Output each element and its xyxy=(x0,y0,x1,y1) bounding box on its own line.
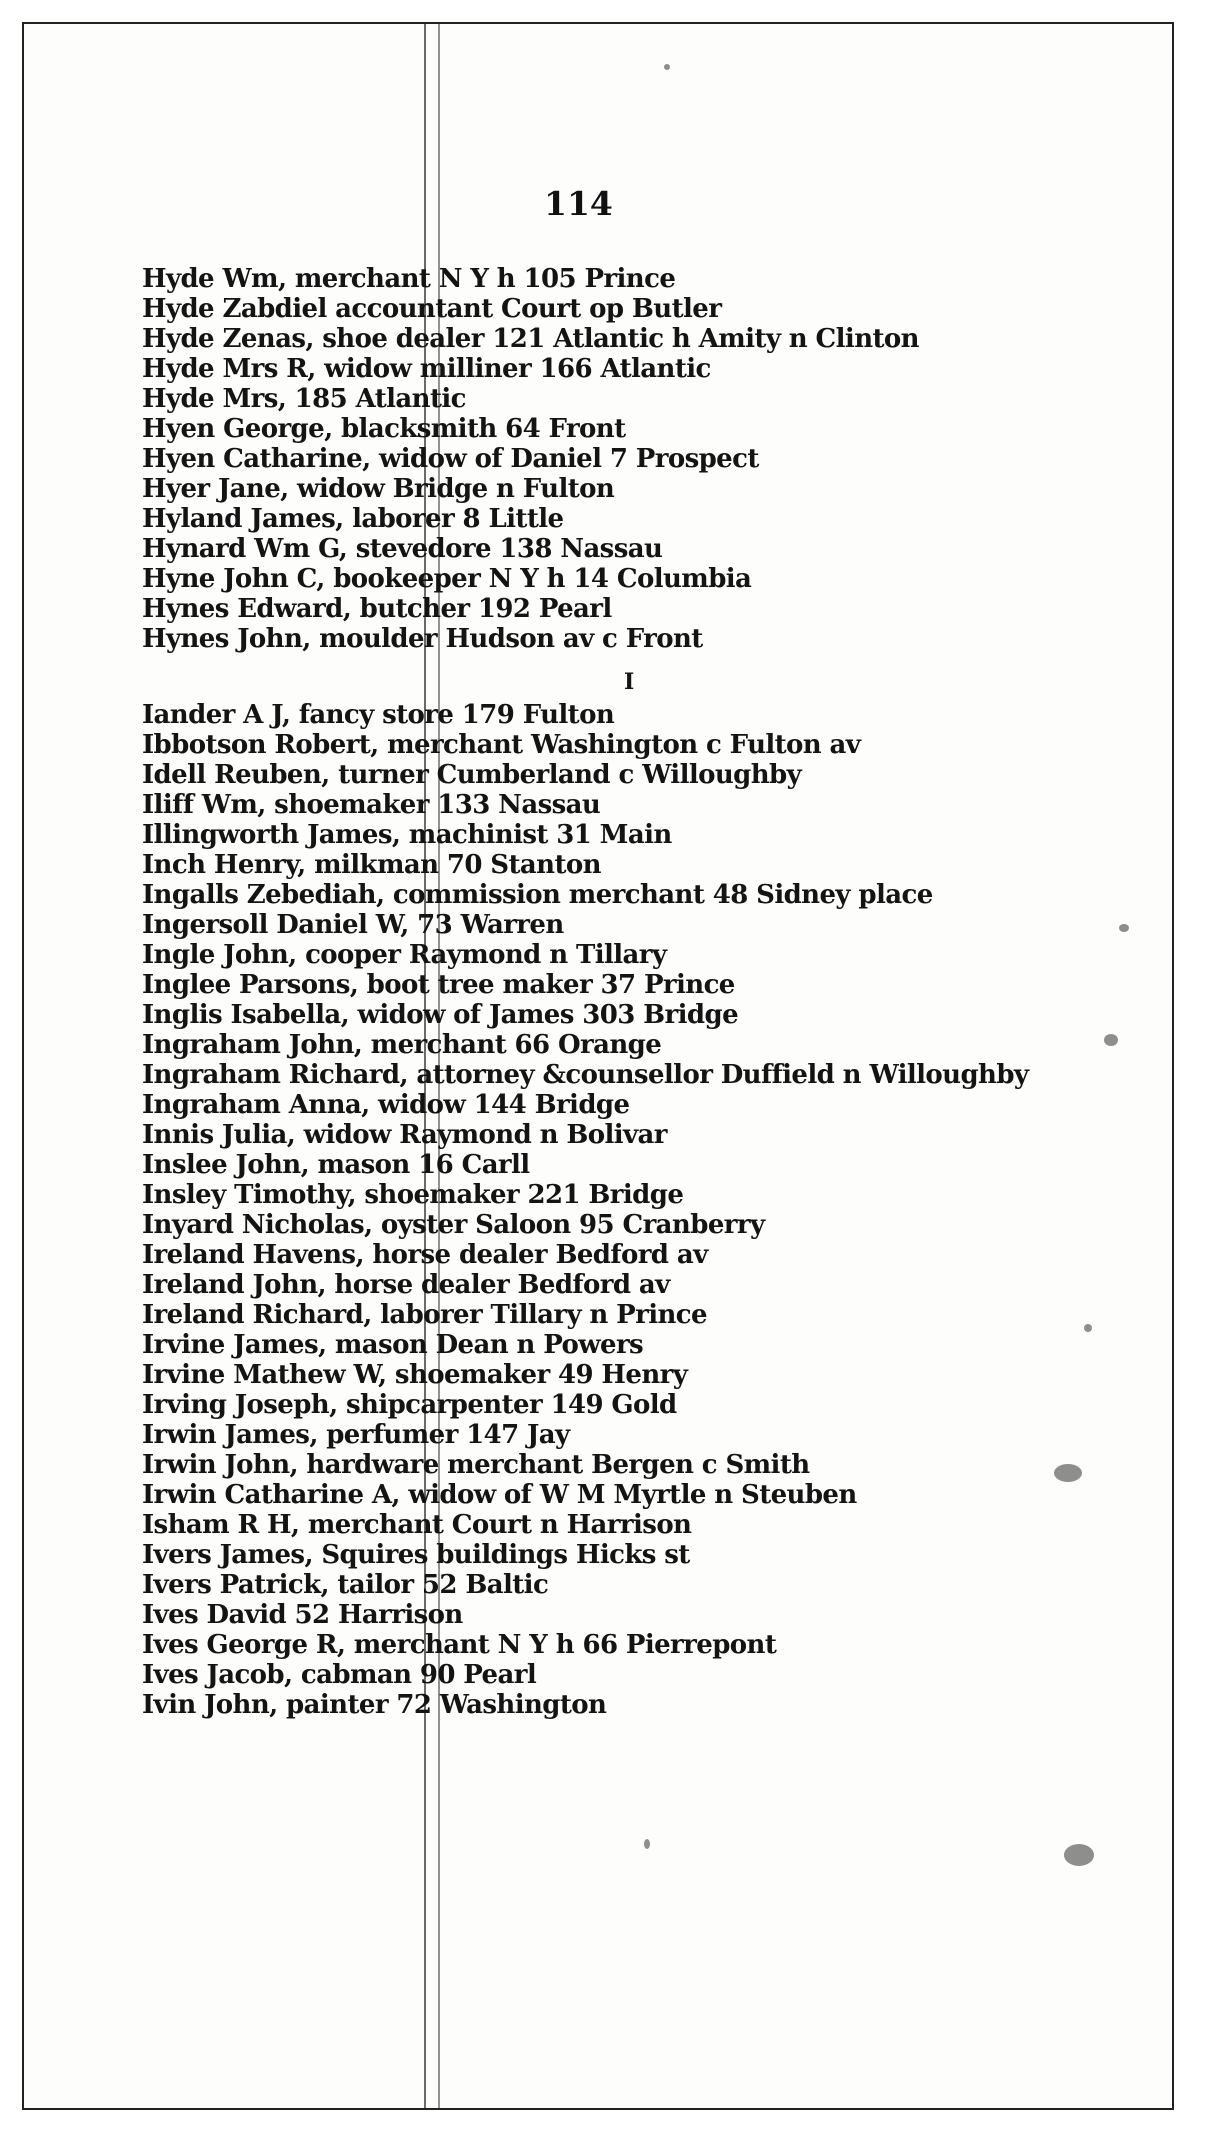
directory-entry: Insley Timothy, shoemaker 221 Bridge xyxy=(142,1180,684,1210)
scan-speck xyxy=(1054,1464,1082,1482)
directory-entry: Hyde Zenas, shoe dealer 121 Atlantic h Amity n Clinton xyxy=(142,324,919,354)
directory-entry: Hyde Mrs, 185 Atlantic xyxy=(142,384,466,414)
directory-entry: Inglee Parsons, boot tree maker 37 Prince xyxy=(142,970,735,1000)
scan-speck xyxy=(1104,1034,1118,1046)
directory-entry: Irving Joseph, shipcarpenter 149 Gold xyxy=(142,1390,677,1420)
scan-speck xyxy=(1064,1844,1094,1866)
directory-entry: Ireland Havens, horse dealer Bedford av xyxy=(142,1240,708,1270)
directory-entry: Irvine Mathew W, shoemaker 49 Henry xyxy=(142,1360,688,1390)
directory-entry: Ivers James, Squires buildings Hicks st xyxy=(142,1540,690,1570)
directory-entry: Irwin Catharine A, widow of W M Myrtle n Steuben xyxy=(142,1480,857,1510)
directory-entry: Ingersoll Daniel W, 73 Warren xyxy=(142,910,564,940)
directory-entry: Hyer Jane, widow Bridge n Fulton xyxy=(142,474,615,504)
directory-entry: Ives David 52 Harrison xyxy=(142,1600,463,1630)
directory-entry: Iander A J, fancy store 179 Fulton xyxy=(142,700,615,730)
scan-speck xyxy=(1084,1324,1092,1332)
directory-entry: Isham R H, merchant Court n Harrison xyxy=(142,1510,692,1540)
directory-entry: Inglis Isabella, widow of James 303 Bridge xyxy=(142,1000,739,1030)
directory-entry: Hynes Edward, butcher 192 Pearl xyxy=(142,594,612,624)
directory-entry: Inslee John, mason 16 Carll xyxy=(142,1150,530,1180)
directory-entry: Hyen George, blacksmith 64 Front xyxy=(142,414,626,444)
directory-entry: Hyde Mrs R, widow milliner 166 Atlantic xyxy=(142,354,711,384)
directory-entry: Hyland James, laborer 8 Little xyxy=(142,504,564,534)
section-letter-heading: I xyxy=(624,669,634,695)
directory-entry: Ingraham John, merchant 66 Orange xyxy=(142,1030,662,1060)
directory-entry: Hyne John C, bookeeper N Y h 14 Columbia xyxy=(142,564,752,594)
directory-entry: Inyard Nicholas, oyster Saloon 95 Cranberry xyxy=(142,1210,765,1240)
directory-entry: Ingraham Richard, attorney &counsellor Duffield n Willoughby xyxy=(142,1060,1029,1090)
directory-entry: Inch Henry, milkman 70 Stanton xyxy=(142,850,601,880)
directory-entry: Hyde Wm, merchant N Y h 105 Prince xyxy=(142,264,676,294)
directory-entry: Ibbotson Robert, merchant Washington c Fulton av xyxy=(142,730,861,760)
directory-entry: Hynes John, moulder Hudson av c Front xyxy=(142,624,703,654)
directory-entry: Ingle John, cooper Raymond n Tillary xyxy=(142,940,667,970)
directory-entry: Ives George R, merchant N Y h 66 Pierrepont xyxy=(142,1630,777,1660)
directory-entry: Ivers Patrick, tailor 52 Baltic xyxy=(142,1570,549,1600)
scan-speck xyxy=(1119,924,1129,932)
directory-entry: Ireland Richard, laborer Tillary n Prince xyxy=(142,1300,707,1330)
directory-entry: Illingworth James, machinist 31 Main xyxy=(142,820,672,850)
directory-entry: Idell Reuben, turner Cumberland c Willoughby xyxy=(142,760,802,790)
directory-entry: Ingalls Zebediah, commission merchant 48 Sidney place xyxy=(142,880,933,910)
directory-entry: Hyen Catharine, widow of Daniel 7 Prospect xyxy=(142,444,759,474)
scan-speck xyxy=(644,1839,650,1849)
section-i-list xyxy=(142,700,1152,1720)
directory-entry: Ingraham Anna, widow 144 Bridge xyxy=(142,1090,630,1120)
directory-page xyxy=(22,22,1174,2110)
directory-entry: Ivin John, painter 72 Washington xyxy=(142,1690,607,1720)
directory-entry: Irwin James, perfumer 147 Jay xyxy=(142,1420,570,1450)
scan-speck xyxy=(664,64,670,70)
directory-entry: Irvine James, mason Dean n Powers xyxy=(142,1330,644,1360)
directory-entry: Hyde Zabdiel accountant Court op Butler xyxy=(142,294,722,324)
directory-entry: Innis Julia, widow Raymond n Bolivar xyxy=(142,1120,667,1150)
directory-entry: Irwin John, hardware merchant Bergen c Smith xyxy=(142,1450,810,1480)
directory-entry: Ives Jacob, cabman 90 Pearl xyxy=(142,1660,537,1690)
directory-entry: Ireland John, horse dealer Bedford av xyxy=(142,1270,670,1300)
directory-entry: Iliff Wm, shoemaker 133 Nassau xyxy=(142,790,601,820)
page-number: 114 xyxy=(544,184,613,223)
directory-entry: Hynard Wm G, stevedore 138 Nassau xyxy=(142,534,663,564)
section-h-list xyxy=(142,264,1152,654)
directory-entries xyxy=(142,264,1152,1720)
